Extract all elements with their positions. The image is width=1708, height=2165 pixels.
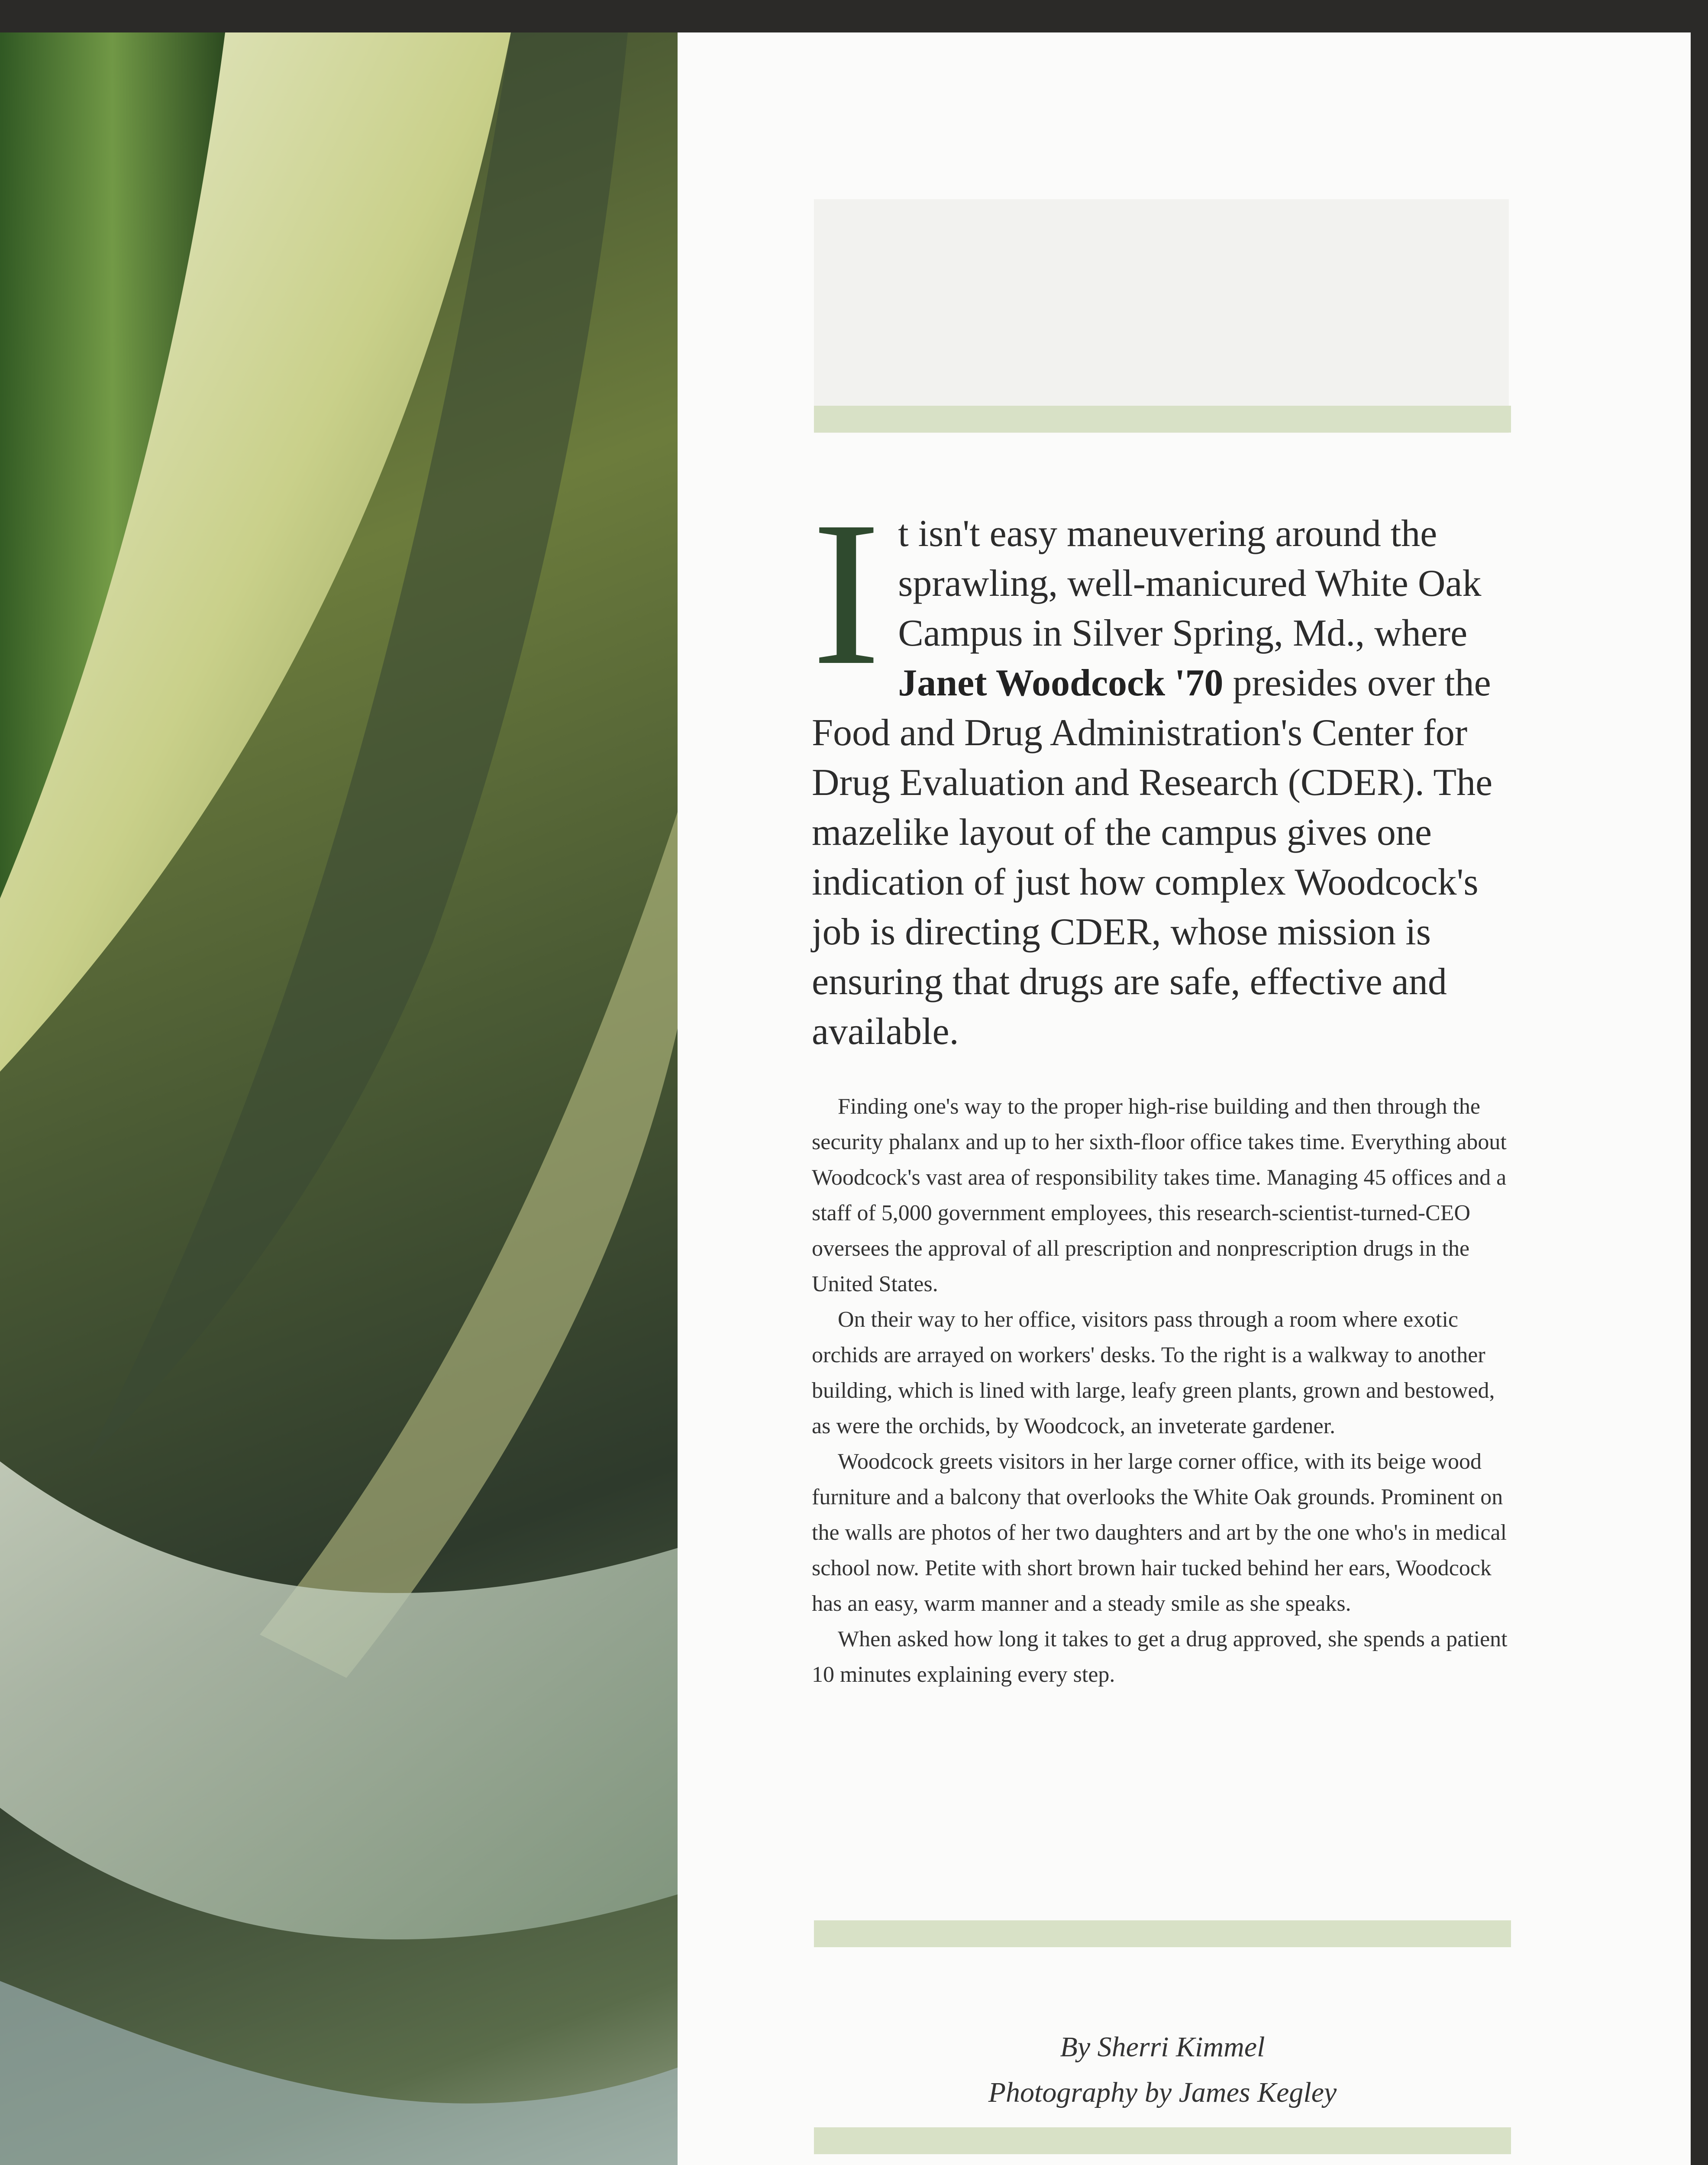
body-paragraph-4: When asked how long it takes to get a drug approved, she spends a patient 10 minutes explaining every step. [812, 1627, 1508, 1687]
byline [814, 2024, 1511, 2115]
accent-bar-bottom [814, 2127, 1511, 2154]
article-page [678, 32, 1691, 2165]
body-paragraph-2: On their way to her office, visitors pass through a room where exotic orchids are arrayed on workers' desks. To the right is a walkway to another building, which is lined with large, leafy green plants, grown and bestowed, as were the orchids, by Woodcock, an inveterate gardener. [812, 1307, 1495, 1438]
author-credit: By Sherri Kimmel [1060, 2031, 1265, 2063]
photo-credit: Photography by James Kegley [988, 2077, 1337, 2108]
lede-paragraph [812, 479, 1522, 1057]
accent-bar-middle [814, 1920, 1511, 1947]
lede-text-end: presides over the Food and Drug Administration's Center for Drug Evaluation and Research (CDER). The mazelike layout of the campus gives one indication of just how complex Woodcock's job is directing CDER, whose mission is ensuring that drugs are safe, effective and available. [812, 662, 1493, 1053]
article-body [812, 1089, 1513, 1693]
leaf-illustration [0, 32, 678, 2165]
accent-bar-top [814, 406, 1511, 433]
magazine-spread [0, 32, 1691, 2165]
body-paragraph-3: Woodcock greets visitors in her large corner office, with its beige wood furniture and a balcony that overlooks the White Oak grounds. Prominent on the walls are photos of her two daughters and art by the one who's in medical school now. Petite with short brown hair tucked behind her ears, Woodcock has an easy, warm manner and a steady smile as she speaks. [812, 1449, 1507, 1616]
show-through-block [814, 199, 1509, 433]
lede-text-start: t isn't easy maneuvering around the sprawling, well-manicured White Oak Campus in Silver Spring, Md., where [898, 513, 1482, 654]
drop-cap: I [812, 479, 881, 708]
body-paragraph-1: Finding one's way to the proper high-rise building and then through the security phalanx and up to her sixth-floor office takes time. Everything about Woodcock's vast area of responsibility takes time. Managing 45 offices and a staff of 5,000 government employees, this research-scientist-turned-CEO oversees the approval of all prescription and nonprescription drugs in the United States. [812, 1094, 1507, 1296]
plant-leaf-photo [0, 32, 678, 2165]
subject-name: Janet Woodcock '70 [898, 662, 1224, 704]
